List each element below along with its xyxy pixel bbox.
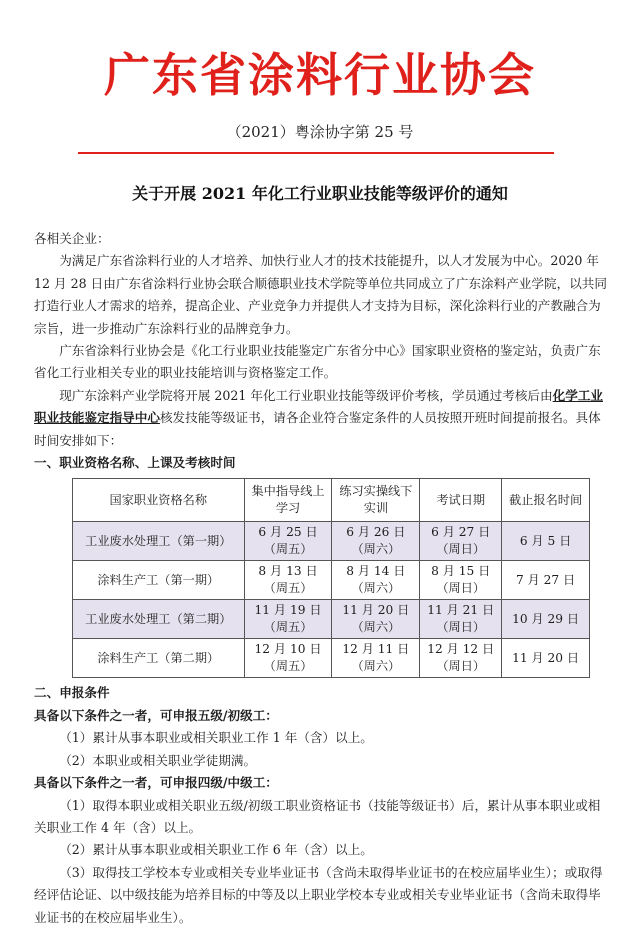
row-offline: 11 月 20 日（周六） (332, 600, 420, 639)
row-deadline: 6 月 5 日 (502, 522, 590, 561)
row-online: 12 月 10 日（周五） (244, 639, 332, 678)
table-header-row (73, 479, 590, 522)
row-exam: 12 月 12 日（周日） (420, 639, 502, 678)
table-row (73, 561, 590, 600)
row-qualification: 涂料生产工（第二期） (73, 639, 245, 678)
row-offline: 6 月 26 日（周六） (332, 522, 420, 561)
row-exam: 11 月 21 日（周日） (420, 600, 502, 639)
red-divider (78, 152, 554, 154)
paragraph-1: 为满足广东省涂料行业的人才培养、加快行业人才的技术技能提升，以人才发展为中心。2020 年 12 月 28 日由广东省涂料行业协会联合顺德职业技术学院等单位共同成立了广东涂料产业学院，以共同打造行业人才需求的培养，提高企业、产业竞争力并提供人才支持为目标，深化涂料行业的产教融合为宗旨，进一步推动广东涂料行业的品牌竞争力。 (34, 253, 607, 336)
notice-title: 关于开展 2021 年化工行业职业技能等级评价的通知 (132, 184, 508, 203)
header-deadline: 截止报名时间 (502, 479, 590, 522)
level-4-item-1: （1）取得本职业或相关职业五级/初级工职业资格证书（技能等级证书）后，累计从事本职业或相关职业工作 4 年（含）以上。 (34, 797, 601, 835)
row-qualification: 工业废水处理工（第一期） (73, 522, 245, 561)
row-qualification: 涂料生产工（第一期） (73, 561, 245, 600)
org-title: 广东省涂料行业协会 (104, 48, 536, 102)
paragraph-3-start: 现广东涂料产业学院将开展 2021 年化工行业职业技能等级评价考核，学员通过考核后由 (59, 387, 553, 403)
table-row (73, 639, 590, 678)
level-5-heading: 具备以下条件之一者，可申报五级/初级工： (34, 707, 278, 723)
notice-body (34, 228, 608, 929)
row-exam: 8 月 15 日（周日） (420, 561, 502, 600)
row-deadline: 11 月 20 日 (502, 639, 590, 678)
header-qualification: 国家职业资格名称 (73, 479, 245, 522)
paragraph-2: 广东省涂料行业协会是《化工行业职业技能鉴定广东省分中心》国家职业资格的鉴定站，负责广东省化工行业相关专业的职业技能培训与资格鉴定工作。 (34, 343, 601, 381)
row-offline: 12 月 11 日（周六） (332, 639, 420, 678)
schedule-table (72, 478, 590, 678)
table-row (73, 522, 590, 561)
salutation: 各相关企业： (34, 231, 110, 246)
row-deadline: 7 月 27 日 (502, 561, 590, 600)
level-5-item-1: （1）累计从事本职业或相关职业工作 1 年（含）以上。 (59, 730, 373, 746)
doc-number: （2021）粤涂协字第 25 号 (226, 123, 414, 141)
row-offline: 8 月 14 日（周六） (332, 561, 420, 600)
level-4-heading: 具备以下条件之一者，可申报四级/中级工： (34, 775, 278, 791)
row-qualification: 工业废水处理工（第二期） (73, 600, 245, 639)
certifying-center: 化学工业职业技能鉴定指导中心 (34, 387, 603, 426)
header-exam: 考试日期 (420, 479, 502, 522)
table-row (73, 600, 590, 639)
level-5-item-2: （2）本职业或相关职业学徒期满。 (59, 752, 257, 768)
row-online: 8 月 13 日（周五） (244, 561, 332, 600)
header-online: 集中指导线上学习 (244, 479, 332, 522)
section-2-title: 二、申报条件 (34, 685, 110, 701)
row-deadline: 10 月 29 日 (502, 600, 590, 639)
row-online: 6 月 25 日（周五） (244, 522, 332, 561)
row-online: 11 月 19 日（周五） (244, 600, 332, 639)
section-1-title: 一、职业资格名称、上课及考核时间 (34, 455, 236, 471)
level-4-item-3: （3）取得技工学校本专业或相关专业毕业证书（含尚未取得毕业证书的在校应届毕业生）；或取得经评估论证、以中级技能为培养目标的中等及以上职业学校本专业或相关专业毕业证书（含尚未取得毕业证书的在校应届毕业生）。 (34, 864, 603, 925)
header-offline: 练习实操线下实训 (332, 479, 420, 522)
row-exam: 6 月 27 日（周日） (420, 522, 502, 561)
level-4-item-2: （2）累计从事本职业或相关职业工作 6 年（含）以上。 (59, 842, 373, 858)
paragraph-3 (34, 385, 608, 452)
paragraph-3-end: 核发技能等级证书，请各企业符合鉴定条件的人员按照开班时间提前报名。具体时间安排如下： (34, 410, 601, 448)
